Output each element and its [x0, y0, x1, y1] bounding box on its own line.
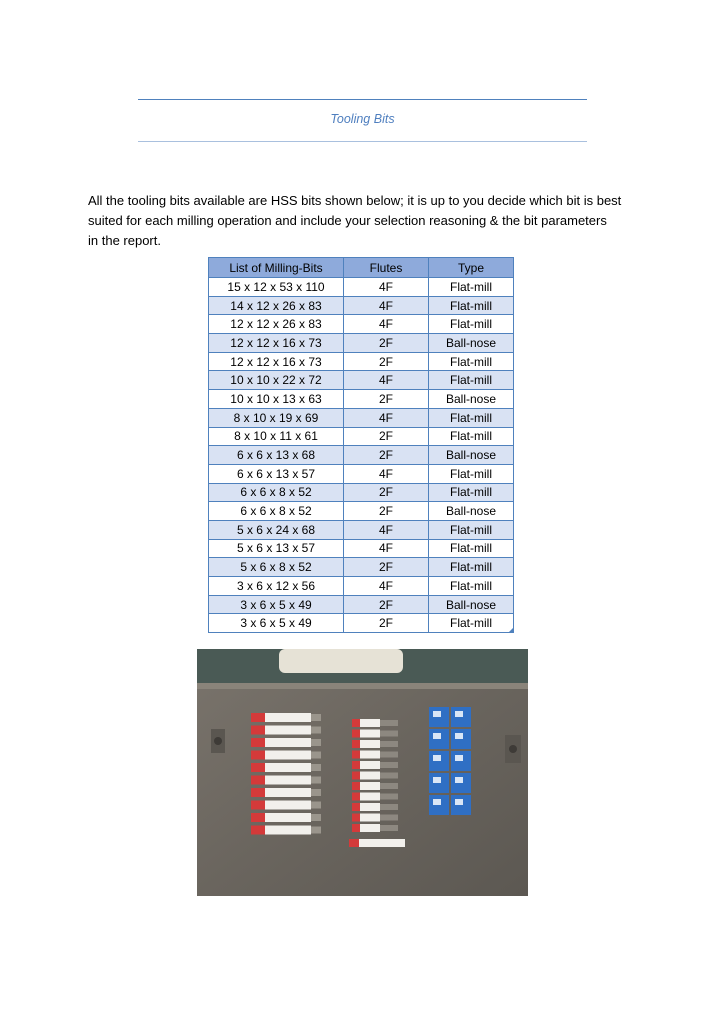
table-row	[209, 334, 514, 353]
cell-flutes: 2F	[344, 390, 429, 409]
cell-bit-size: 5 x 6 x 13 x 57	[209, 539, 344, 558]
cell-bit-size: 6 x 6 x 8 x 52	[209, 483, 344, 502]
cell-type: Ball-nose	[429, 446, 514, 465]
cell-bit-size: 10 x 10 x 22 x 72	[209, 371, 344, 390]
cell-bit-size: 15 x 12 x 53 x 110	[209, 278, 344, 297]
cell-type: Ball-nose	[429, 595, 514, 614]
table-row	[209, 390, 514, 409]
cell-type: Flat-mill	[429, 278, 514, 297]
cell-flutes: 2F	[344, 595, 429, 614]
cell-type: Flat-mill	[429, 520, 514, 539]
cell-bit-size: 12 x 12 x 16 x 73	[209, 352, 344, 371]
cell-flutes: 4F	[344, 296, 429, 315]
cell-flutes: 2F	[344, 352, 429, 371]
cell-flutes: 4F	[344, 371, 429, 390]
column-header-type: Type	[429, 258, 514, 278]
table-row	[209, 483, 514, 502]
intro-line: All the tooling bits available are HSS bits shown below; it is up to you decide which bit is best	[88, 193, 622, 208]
table-row	[209, 595, 514, 614]
table-row	[209, 352, 514, 371]
cell-type: Ball-nose	[429, 390, 514, 409]
cell-flutes: 4F	[344, 539, 429, 558]
cell-flutes: 2F	[344, 446, 429, 465]
cell-bit-size: 10 x 10 x 13 x 63	[209, 390, 344, 409]
cell-type: Ball-nose	[429, 334, 514, 353]
table-row	[209, 427, 514, 446]
cell-type: Flat-mill	[429, 296, 514, 315]
cell-bit-size: 5 x 6 x 24 x 68	[209, 520, 344, 539]
cell-flutes: 4F	[344, 464, 429, 483]
heading-top-rule	[138, 99, 587, 100]
cell-type: Flat-mill	[429, 408, 514, 427]
table-row	[209, 502, 514, 521]
cell-flutes: 2F	[344, 502, 429, 521]
cell-flutes: 2F	[344, 427, 429, 446]
cell-type: Flat-mill	[429, 483, 514, 502]
cell-flutes: 2F	[344, 334, 429, 353]
table-row	[209, 520, 514, 539]
table-resize-handle	[508, 628, 513, 633]
intro-paragraph	[88, 191, 648, 251]
cell-bit-size: 14 x 12 x 26 x 83	[209, 296, 344, 315]
cell-type: Flat-mill	[429, 614, 514, 633]
cell-bit-size: 6 x 6 x 13 x 57	[209, 464, 344, 483]
cell-type: Flat-mill	[429, 464, 514, 483]
cell-bit-size: 3 x 6 x 5 x 49	[209, 595, 344, 614]
table-header-row	[209, 258, 514, 278]
table-row	[209, 315, 514, 334]
table-row	[209, 558, 514, 577]
table-row	[209, 371, 514, 390]
cell-type: Flat-mill	[429, 315, 514, 334]
column-header-bits: List of Milling-Bits	[209, 258, 344, 278]
cell-flutes: 2F	[344, 614, 429, 633]
heading-bottom-rule	[138, 141, 587, 142]
cell-bit-size: 8 x 10 x 19 x 69	[209, 408, 344, 427]
table-row	[209, 464, 514, 483]
tooling-photo	[197, 649, 528, 896]
cell-bit-size: 5 x 6 x 8 x 52	[209, 558, 344, 577]
cell-type: Flat-mill	[429, 352, 514, 371]
cell-type: Flat-mill	[429, 558, 514, 577]
intro-line: suited for each milling operation and include your selection reasoning & the bit parameters	[88, 213, 607, 228]
cell-bit-size: 3 x 6 x 5 x 49	[209, 614, 344, 633]
cell-flutes: 2F	[344, 483, 429, 502]
table-row	[209, 296, 514, 315]
cell-bit-size: 8 x 10 x 11 x 61	[209, 427, 344, 446]
cell-type: Flat-mill	[429, 427, 514, 446]
cell-type: Flat-mill	[429, 577, 514, 596]
cell-type: Ball-nose	[429, 502, 514, 521]
table-row	[209, 539, 514, 558]
table-row	[209, 446, 514, 465]
cell-bit-size: 3 x 6 x 12 x 56	[209, 577, 344, 596]
cell-flutes: 4F	[344, 408, 429, 427]
table-row	[209, 614, 514, 633]
table-row	[209, 408, 514, 427]
table-row	[209, 278, 514, 297]
cell-bit-size: 12 x 12 x 26 x 83	[209, 315, 344, 334]
table-row	[209, 577, 514, 596]
cell-type: Flat-mill	[429, 371, 514, 390]
cell-bit-size: 12 x 12 x 16 x 73	[209, 334, 344, 353]
cell-flutes: 4F	[344, 278, 429, 297]
cell-bit-size: 6 x 6 x 8 x 52	[209, 502, 344, 521]
cell-flutes: 2F	[344, 558, 429, 577]
cell-type: Flat-mill	[429, 539, 514, 558]
cell-flutes: 4F	[344, 315, 429, 334]
intro-line: in the report.	[88, 233, 161, 248]
milling-bits-table	[208, 257, 514, 633]
column-header-flutes: Flutes	[344, 258, 429, 278]
cell-flutes: 4F	[344, 577, 429, 596]
cell-flutes: 4F	[344, 520, 429, 539]
page-heading: Tooling Bits	[330, 112, 395, 126]
cell-bit-size: 6 x 6 x 13 x 68	[209, 446, 344, 465]
